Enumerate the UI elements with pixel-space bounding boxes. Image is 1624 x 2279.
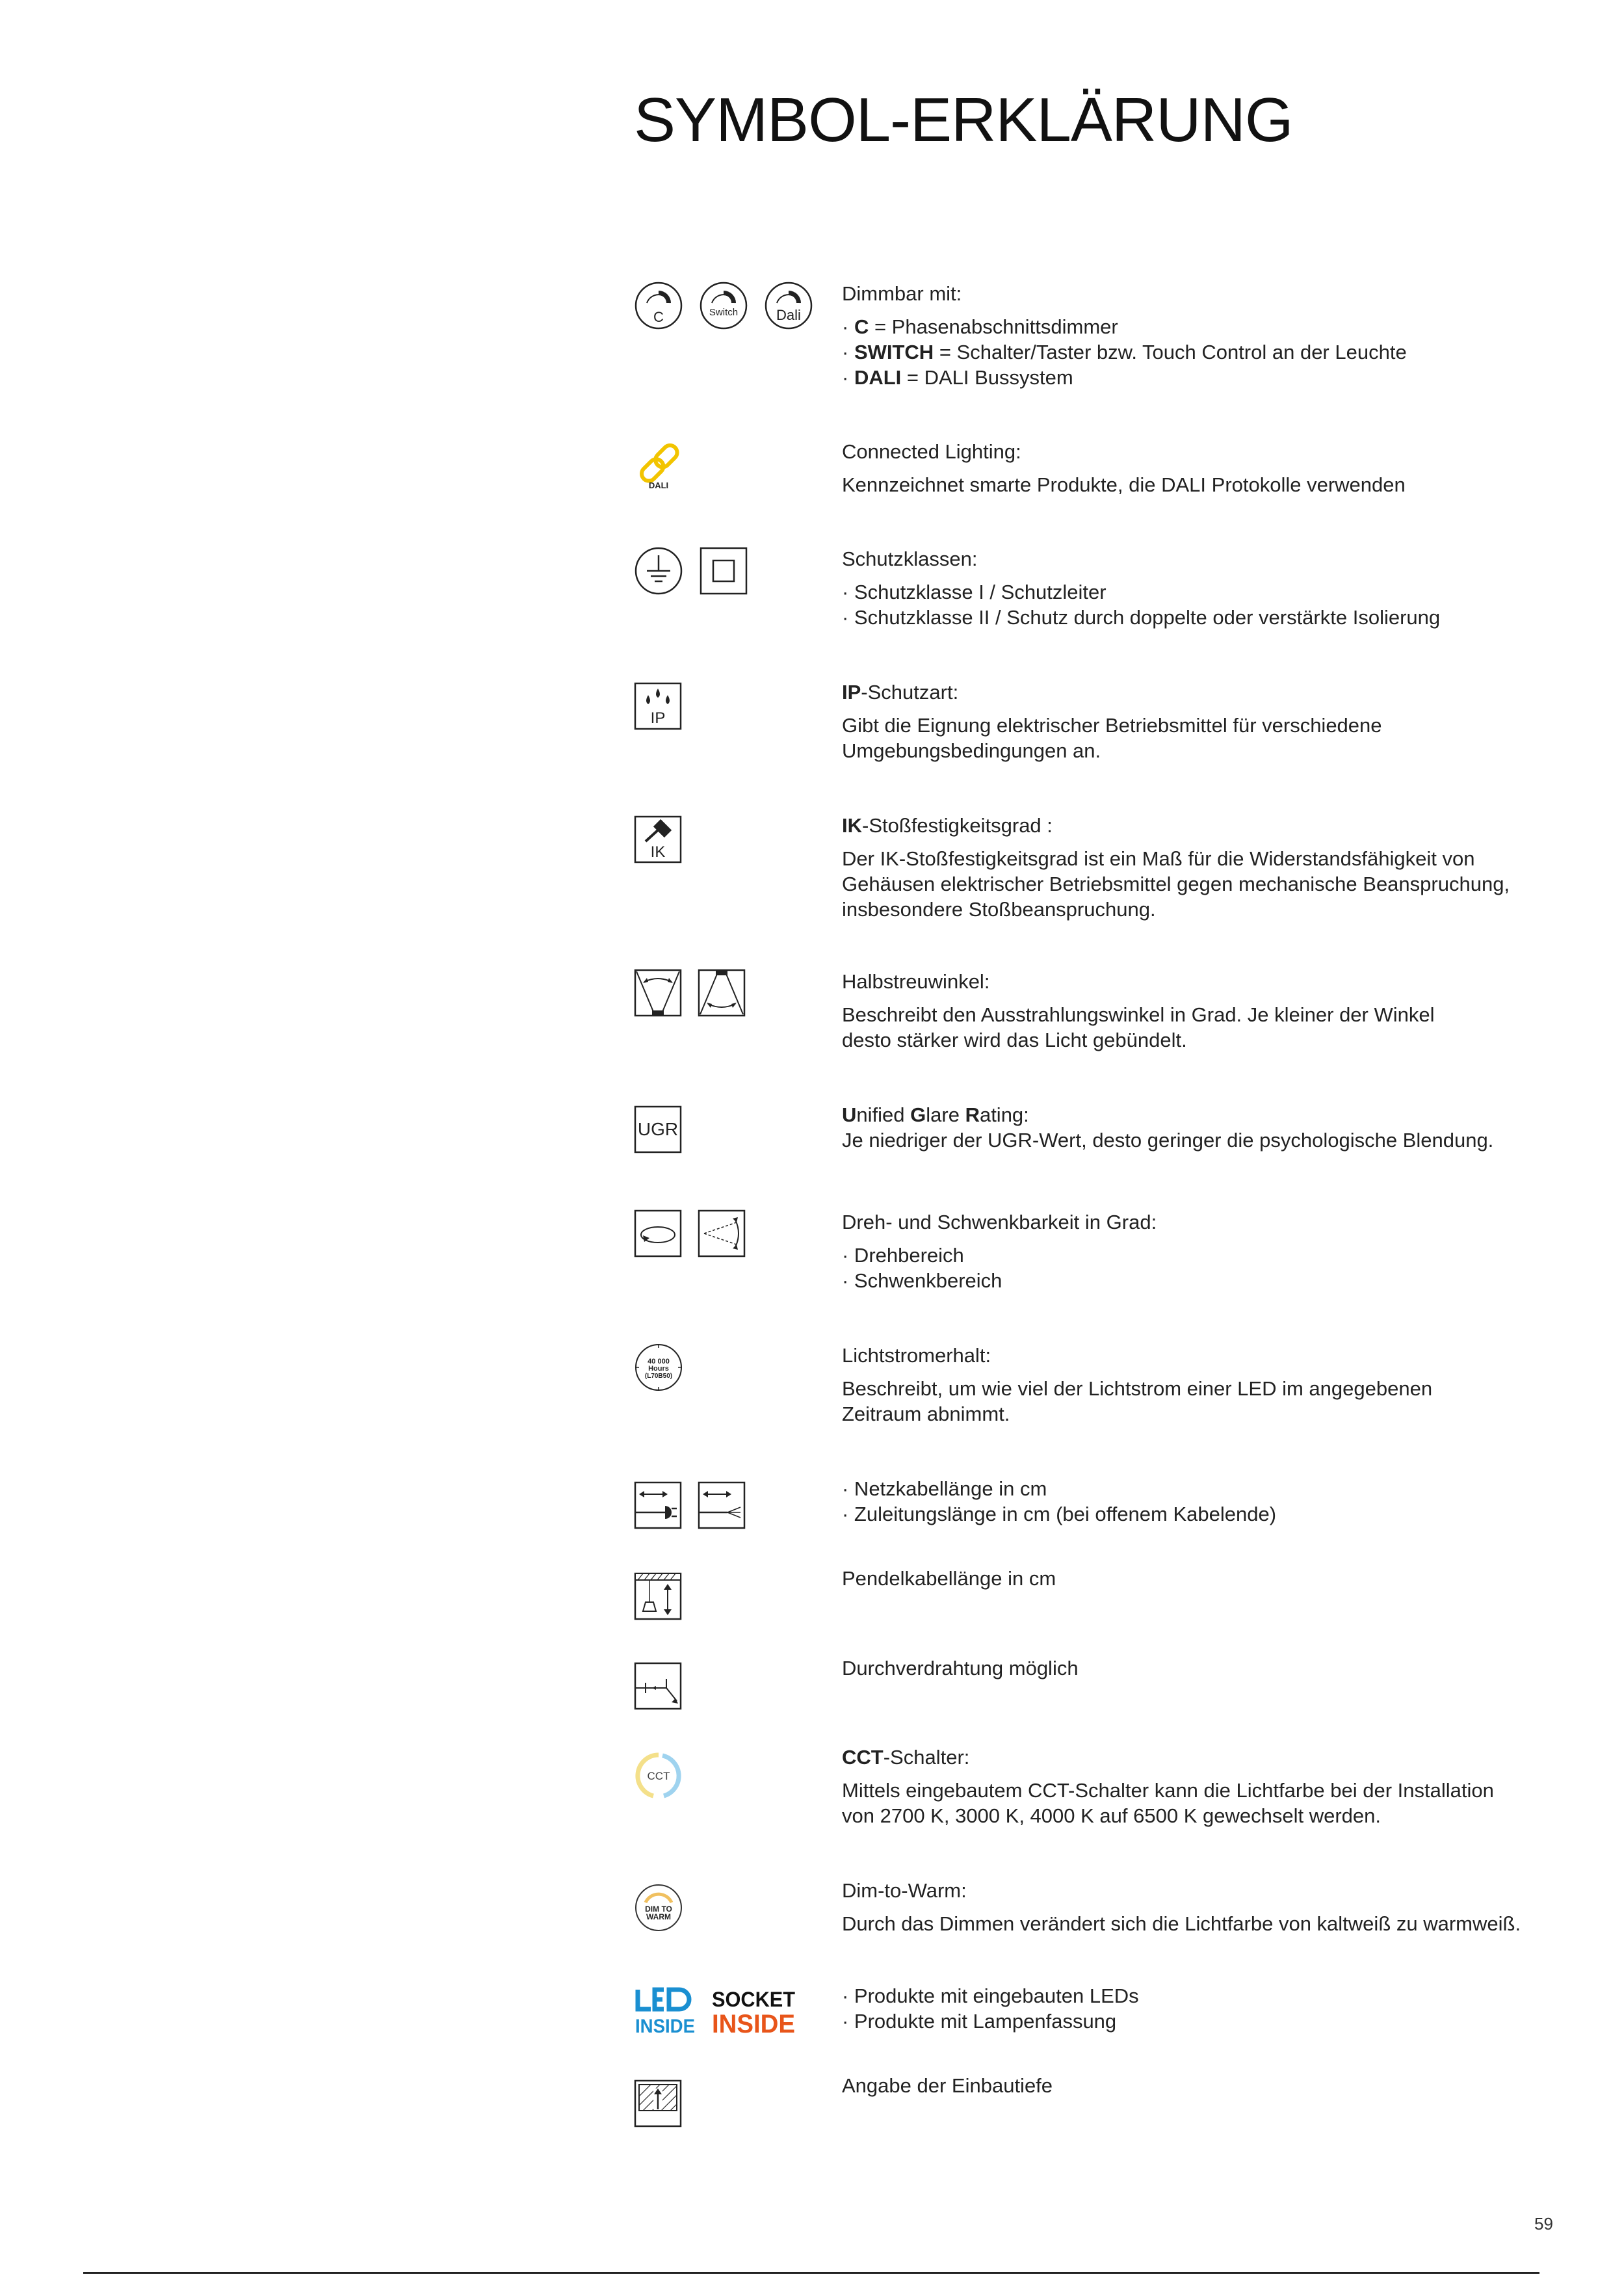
ip-body-line: Gibt die Eignung elektrischer Betriebsmittel für verschiedene xyxy=(842,714,1382,737)
ledsocket-item: · Produkte mit eingebauten LEDs xyxy=(842,1984,1139,2007)
ip-heading xyxy=(842,679,1577,705)
ip-water-drops-icon xyxy=(634,679,682,731)
ik-icons xyxy=(634,813,682,865)
lifetime-line-1: 40 000 xyxy=(648,1358,670,1365)
dali-link-label: DALI xyxy=(648,481,669,490)
dimmer-c-icon xyxy=(634,281,683,330)
ik-body-line: Gehäusen elektrischer Betriebsmittel gegen mechanische Beanspruchung, xyxy=(842,873,1510,895)
dimmer-switch-label: Switch xyxy=(709,307,739,318)
dimmbar-item xyxy=(842,339,1577,365)
ik-heading xyxy=(842,813,1577,838)
pendel-body: Pendelkabellänge in cm xyxy=(842,1567,1056,1590)
dimtowarm-icons xyxy=(634,1883,683,1932)
dimtowarm-body: Durch das Dimmen verändert sich die Lichtfarbe von kaltweiß zu warmweiß. xyxy=(842,1912,1521,1935)
dimmbar-item xyxy=(842,314,1577,339)
schutz-heading: Schutzklassen: xyxy=(842,547,978,570)
dimmbar-item xyxy=(842,365,1577,390)
dreh-text xyxy=(842,1209,1577,1293)
dimmbar-text xyxy=(842,281,1577,390)
ugr-text xyxy=(842,1102,1577,1153)
ip-icon-label: IP xyxy=(650,709,666,727)
lifetime-line-2: Hours xyxy=(648,1365,669,1373)
durchverdrahtung-icons xyxy=(634,1659,682,1710)
kabel-item: · Zuleitungslänge in cm (bei offenem Kabelende) xyxy=(842,1503,1277,1525)
page-number: 59 xyxy=(1534,2214,1553,2233)
halbstreu-icons xyxy=(634,969,746,1017)
recessed-depth-icon xyxy=(634,2077,682,2128)
kabel-text xyxy=(842,1476,1577,1527)
lichtstrom-body-line: Beschreibt, um wie viel der Lichtstrom einer LED im angegebenen xyxy=(842,1377,1433,1400)
double-insulation-icon xyxy=(699,546,748,596)
halbstreu-text xyxy=(842,969,1577,1053)
ik-heading-rest: -Stoßfestigkeitsgrad : xyxy=(862,814,1053,837)
halbstreu-heading: Halbstreuwinkel: xyxy=(842,970,990,993)
ugr-bold-g: G xyxy=(910,1103,926,1126)
through-wiring-icon xyxy=(634,1659,682,1710)
einbau-icons xyxy=(634,2077,682,2128)
socket-inside-bottom: INSIDE xyxy=(712,2010,795,2036)
einbau-body: Angabe der Einbautiefe xyxy=(842,2074,1053,2097)
dimtowarm-heading: Dim-to-Warm: xyxy=(842,1879,967,1902)
dali-link-icon xyxy=(634,439,686,491)
ik-hammer-icon xyxy=(634,813,682,865)
dimmbar-icons xyxy=(634,281,813,330)
bold-term: C xyxy=(854,315,869,338)
bold-term: DALI xyxy=(854,366,902,389)
dreh-item: · Drehbereich xyxy=(842,1244,964,1267)
dimmer-dali-icon xyxy=(764,281,813,330)
ugr-icon-label: UGR xyxy=(637,1119,679,1139)
socket-inside-top: SOCKET xyxy=(712,1988,796,2011)
bold-term: SWITCH xyxy=(854,341,934,363)
schutz-icons xyxy=(634,546,748,596)
schutz-item: · Schutzklasse I / Schutzleiter xyxy=(842,581,1107,603)
bullet: · xyxy=(842,315,854,338)
pendant-cable-length-icon xyxy=(634,1570,682,1620)
beam-angle-up-icon xyxy=(698,969,746,1017)
protective-earth-icon xyxy=(634,546,683,596)
ip-heading-rest: -Schutzart: xyxy=(861,681,959,704)
led-inside-bottom: INSIDE xyxy=(635,2016,695,2036)
cct-body-line: von 2700 K, 3000 K, 4000 K auf 6500 K gewechselt werden. xyxy=(842,1804,1381,1827)
pendel-icons xyxy=(634,1570,682,1620)
dimmer-dali-label: Dali xyxy=(776,307,801,323)
schutz-text xyxy=(842,546,1577,630)
ugr-icons xyxy=(634,1105,682,1153)
halbstreu-body-line: desto stärker wird das Licht gebündelt. xyxy=(842,1029,1187,1051)
ugr-body: Je niedriger der UGR-Wert, desto geringer die psychologische Blendung. xyxy=(842,1129,1494,1152)
dim-to-warm-line-1: DIM TO xyxy=(645,1904,672,1914)
connected-heading: Connected Lighting: xyxy=(842,440,1021,463)
dreh-item: · Schwenkbereich xyxy=(842,1269,1002,1292)
ik-body-line: insbesondere Stoßbeanspruchung. xyxy=(842,898,1156,921)
supply-cable-length-icon xyxy=(698,1481,746,1529)
socket-inside-logo xyxy=(711,1987,796,2036)
dimtowarm-text xyxy=(842,1878,1577,1936)
dimmbar-heading: Dimmbar mit: xyxy=(842,282,962,305)
connected-text xyxy=(842,439,1577,497)
rotation-range-icon xyxy=(634,1209,682,1258)
ugr-bold-r: R xyxy=(965,1103,980,1126)
dimmer-switch-icon xyxy=(699,281,748,330)
ledsocket-icons xyxy=(634,1987,796,2036)
ip-icons xyxy=(634,679,682,731)
ugr-rest: nified xyxy=(856,1103,911,1126)
cct-body-line: Mittels eingebautem CCT-Schalter kann die Lichtfarbe bei der Installation xyxy=(842,1779,1494,1802)
kabel-item: · Netzkabellänge in cm xyxy=(842,1477,1047,1500)
ik-body-line: Der IK-Stoßfestigkeitsgrad ist ein Maß für die Widerstandsfähigkeit von xyxy=(842,847,1475,870)
ip-heading-bold: IP xyxy=(842,681,861,704)
mains-cable-length-icon xyxy=(634,1481,682,1529)
ugr-rest: ating: xyxy=(979,1103,1029,1126)
item-text: = Schalter/Taster bzw. Touch Control an der Leuchte xyxy=(934,341,1407,363)
page-title: SYMBOL-ERKLÄRUNG xyxy=(634,85,1293,155)
ugr-bold-u: U xyxy=(842,1103,857,1126)
connected-icons xyxy=(634,439,686,491)
beam-angle-down-icon xyxy=(634,969,682,1017)
einbau-text xyxy=(842,2073,1577,2098)
dim-to-warm-line-2: WARM xyxy=(646,1912,671,1921)
cct-text xyxy=(842,1745,1577,1828)
ik-icon-label: IK xyxy=(650,843,666,861)
dimmer-c-label: C xyxy=(653,309,664,325)
item-text: = DALI Bussystem xyxy=(901,366,1073,389)
cct-heading-bold: CCT xyxy=(842,1746,884,1769)
connected-body: Kennzeichnet smarte Produkte, die DALI Protokolle verwenden xyxy=(842,473,1406,496)
lichtstrom-heading: Lichtstromerhalt: xyxy=(842,1344,991,1367)
dim-to-warm-icon xyxy=(634,1883,683,1932)
pendel-text xyxy=(842,1566,1577,1591)
halbstreu-body-line: Beschreibt den Ausstrahlungswinkel in Grad. Je kleiner der Winkel xyxy=(842,1003,1435,1026)
lichtstrom-icons xyxy=(634,1343,683,1392)
durchverdrahtung-text xyxy=(842,1655,1577,1681)
tilt-range-icon xyxy=(698,1209,746,1258)
item-text: = Phasenabschnittsdimmer xyxy=(869,315,1118,338)
cct-heading xyxy=(842,1745,1577,1770)
led-inside-logo xyxy=(634,1987,696,2036)
ledsocket-item: · Produkte mit Lampenfassung xyxy=(842,2010,1117,2033)
ip-body-line: Umgebungsbedingungen an. xyxy=(842,739,1101,762)
durchverdrahtung-body: Durchverdrahtung möglich xyxy=(842,1657,1079,1680)
ugr-rest: lare xyxy=(926,1103,965,1126)
cct-heading-rest: -Schalter: xyxy=(883,1746,970,1769)
lichtstrom-body-line: Zeitraum abnimmt. xyxy=(842,1403,1010,1425)
bullet: · xyxy=(842,366,854,389)
bullet: · xyxy=(842,341,854,363)
ik-text xyxy=(842,813,1577,922)
ugr-icon xyxy=(634,1105,682,1153)
schutz-item: · Schutzklasse II / Schutz durch doppelte oder verstärkte Isolierung xyxy=(842,606,1441,629)
dreh-icons xyxy=(634,1209,746,1258)
cct-icons xyxy=(634,1751,683,1800)
kabel-icons xyxy=(634,1481,746,1529)
ugr-heading xyxy=(842,1102,1577,1127)
ledsocket-text xyxy=(842,1983,1577,2034)
ik-heading-bold: IK xyxy=(842,814,862,837)
dreh-heading: Dreh- und Schwenkbarkeit in Grad: xyxy=(842,1211,1157,1233)
cct-switch-icon xyxy=(634,1751,683,1800)
lichtstrom-text xyxy=(842,1343,1577,1427)
cct-icon-label: CCT xyxy=(647,1770,670,1782)
bottom-rule xyxy=(83,2272,1539,2274)
ip-text xyxy=(842,679,1577,763)
lifetime-hours-icon xyxy=(634,1343,683,1392)
lifetime-line-3: (L70B50) xyxy=(644,1373,673,1380)
